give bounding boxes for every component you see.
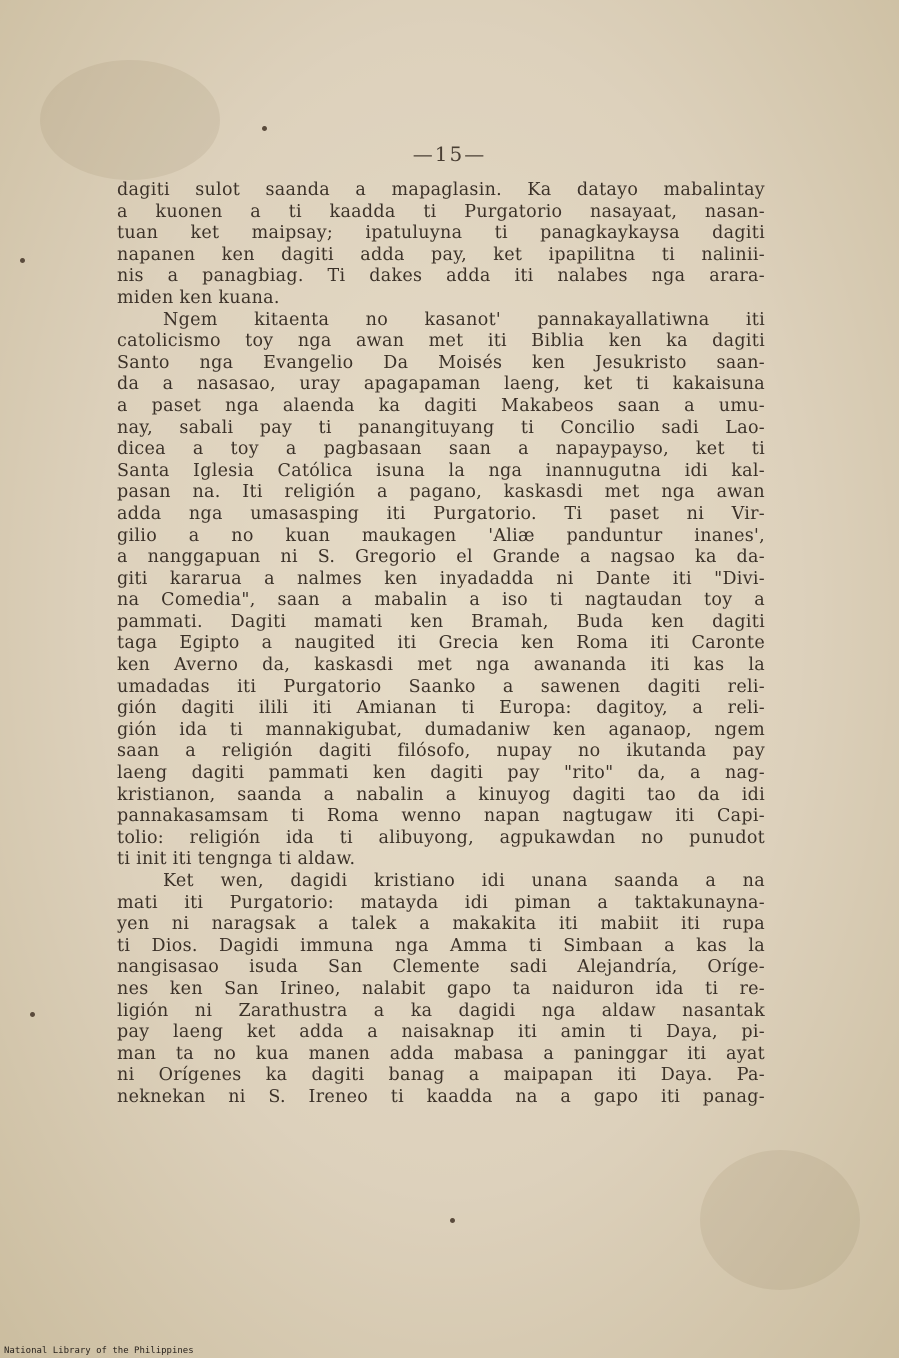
text-line: gión ida ti mannakigubat, dumadaniw ken aganaop, ngem — [117, 719, 765, 740]
library-footer: National Library of the Philippines — [4, 1346, 194, 1356]
text-line: kristianon, saanda a nabalin a kinuyog dagiti tao da idi — [117, 784, 765, 805]
text-line: ken Averno da, kaskasdi met nga awananda iti kas la — [117, 655, 765, 676]
paper-stain — [700, 1150, 860, 1290]
text-line: pasan na. Iti religión a pagano, kaskasdi met nga awan — [117, 482, 765, 503]
text-line: ti Dios. Dagidi immuna nga Amma ti Simbaan a kas la — [117, 935, 765, 956]
text-line: ni Orígenes ka dagiti banag a maipapan iti Daya. Pa- — [117, 1065, 765, 1086]
text-line: neknekan ni S. Ireneo ti kaadda na a gapo iti panag- — [117, 1086, 765, 1107]
text-line: catolicismo toy nga awan met iti Biblia ken ka dagiti — [117, 331, 765, 352]
text-line: napanen ken dagiti adda pay, ket ipapilitna ti nalinii- — [117, 244, 765, 265]
text-line: saan a religión dagiti filósofo, nupay no ikutanda pay — [117, 741, 765, 762]
margin-mark — [30, 1012, 35, 1017]
text-line: nes ken San Irineo, nalabit gapo ta naiduron ida ti re- — [117, 978, 765, 999]
text-line: yen ni naragsak a talek a makakita iti mabiit iti rupa — [117, 914, 765, 935]
paragraph-start-line: Ngem kitaenta no kasanot' pannakayallatiwna iti — [163, 309, 765, 330]
text-line: ligión ni Zarathustra a ka dagidi nga aldaw nasantak — [117, 1000, 765, 1021]
text-line: tolio: religión ida ti alibuyong, agpukawdan no punudot — [117, 827, 765, 848]
text-line: pay laeng ket adda a naisaknap iti amin ti Daya, pi- — [117, 1022, 765, 1043]
text-line: dicea a toy a pagbasaan saan a napaypayso, ket ti — [117, 439, 765, 460]
text-line: giti kararua a nalmes ken inyadadda ni Dante iti "Divi- — [117, 568, 765, 589]
text-line: gión dagiti ilili iti Amianan ti Europa: dagitoy, a reli- — [117, 698, 765, 719]
text-line: laeng dagiti pammati ken dagiti pay "rito" da, a nag- — [117, 763, 765, 784]
margin-mark — [262, 126, 267, 131]
margin-mark — [20, 258, 25, 263]
text-line: a kuonen a ti kaadda ti Purgatorio nasayaat, nasan- — [117, 201, 765, 222]
body-text — [117, 180, 765, 1109]
text-line: dagiti sulot saanda a mapaglasin. Ka datayo mabalintay — [117, 180, 765, 200]
text-line: da a nasasao, uray apagapaman laeng, ket ti kakaisuna — [117, 374, 765, 395]
text-line: adda nga umasasping iti Purgatorio. Ti paset ni Vir- — [117, 503, 765, 524]
text-line: nis a panagbiag. Ti dakes adda iti nalabes nga arara- — [117, 266, 765, 287]
text-line: mati iti Purgatorio: matayda idi piman a taktakunayna- — [117, 892, 765, 913]
text-line: taga Egipto a naugited iti Grecia ken Roma iti Caronte — [117, 633, 765, 654]
margin-mark — [450, 1218, 455, 1223]
text-line: Santa Iglesia Católica isuna la nga inannugutna idi kal- — [117, 460, 765, 481]
text-line: man ta no kua manen adda mabasa a paninggar iti ayat — [117, 1043, 765, 1064]
page-number: —15— — [412, 142, 487, 166]
text-line: pannakasamsam ti Roma wenno napan nagtugaw iti Capi- — [117, 806, 765, 827]
text-line: tuan ket maipsay; ipatuluyna ti panagkaykaysa dagiti — [117, 223, 765, 244]
text-line: gilio a no kuan maukagen 'Aliæ panduntur inanes', — [117, 525, 765, 546]
text-line: ti init iti tengnga ti aldaw. — [117, 849, 356, 870]
text-line: nay, sabali pay ti panangituyang ti Concilio sadi Lao- — [117, 417, 765, 438]
text-line: Santo nga Evangelio Da Moisés ken Jesukristo saan- — [117, 352, 765, 373]
text-line: na Comedia", saan a mabalin a iso ti nagtaudan toy a — [117, 590, 765, 611]
paragraph-start-line: Ket wen, dagidi kristiano idi unana saanda a na — [163, 871, 765, 891]
text-line: pammati. Dagiti mamati ken Bramah, Buda ken dagiti — [117, 611, 765, 632]
text-line: umadadas iti Purgatorio Saanko a sawenen dagiti reli- — [117, 676, 765, 697]
text-line: a nanggapuan ni S. Gregorio el Grande a nagsao ka da- — [117, 547, 765, 568]
text-line: a paset nga alaenda ka dagiti Makabeos saan a umu- — [117, 395, 765, 416]
text-line: miden ken kuana. — [117, 287, 280, 308]
text-line: nangisasao isuda San Clemente sadi Alejandría, Oríge- — [117, 957, 765, 978]
